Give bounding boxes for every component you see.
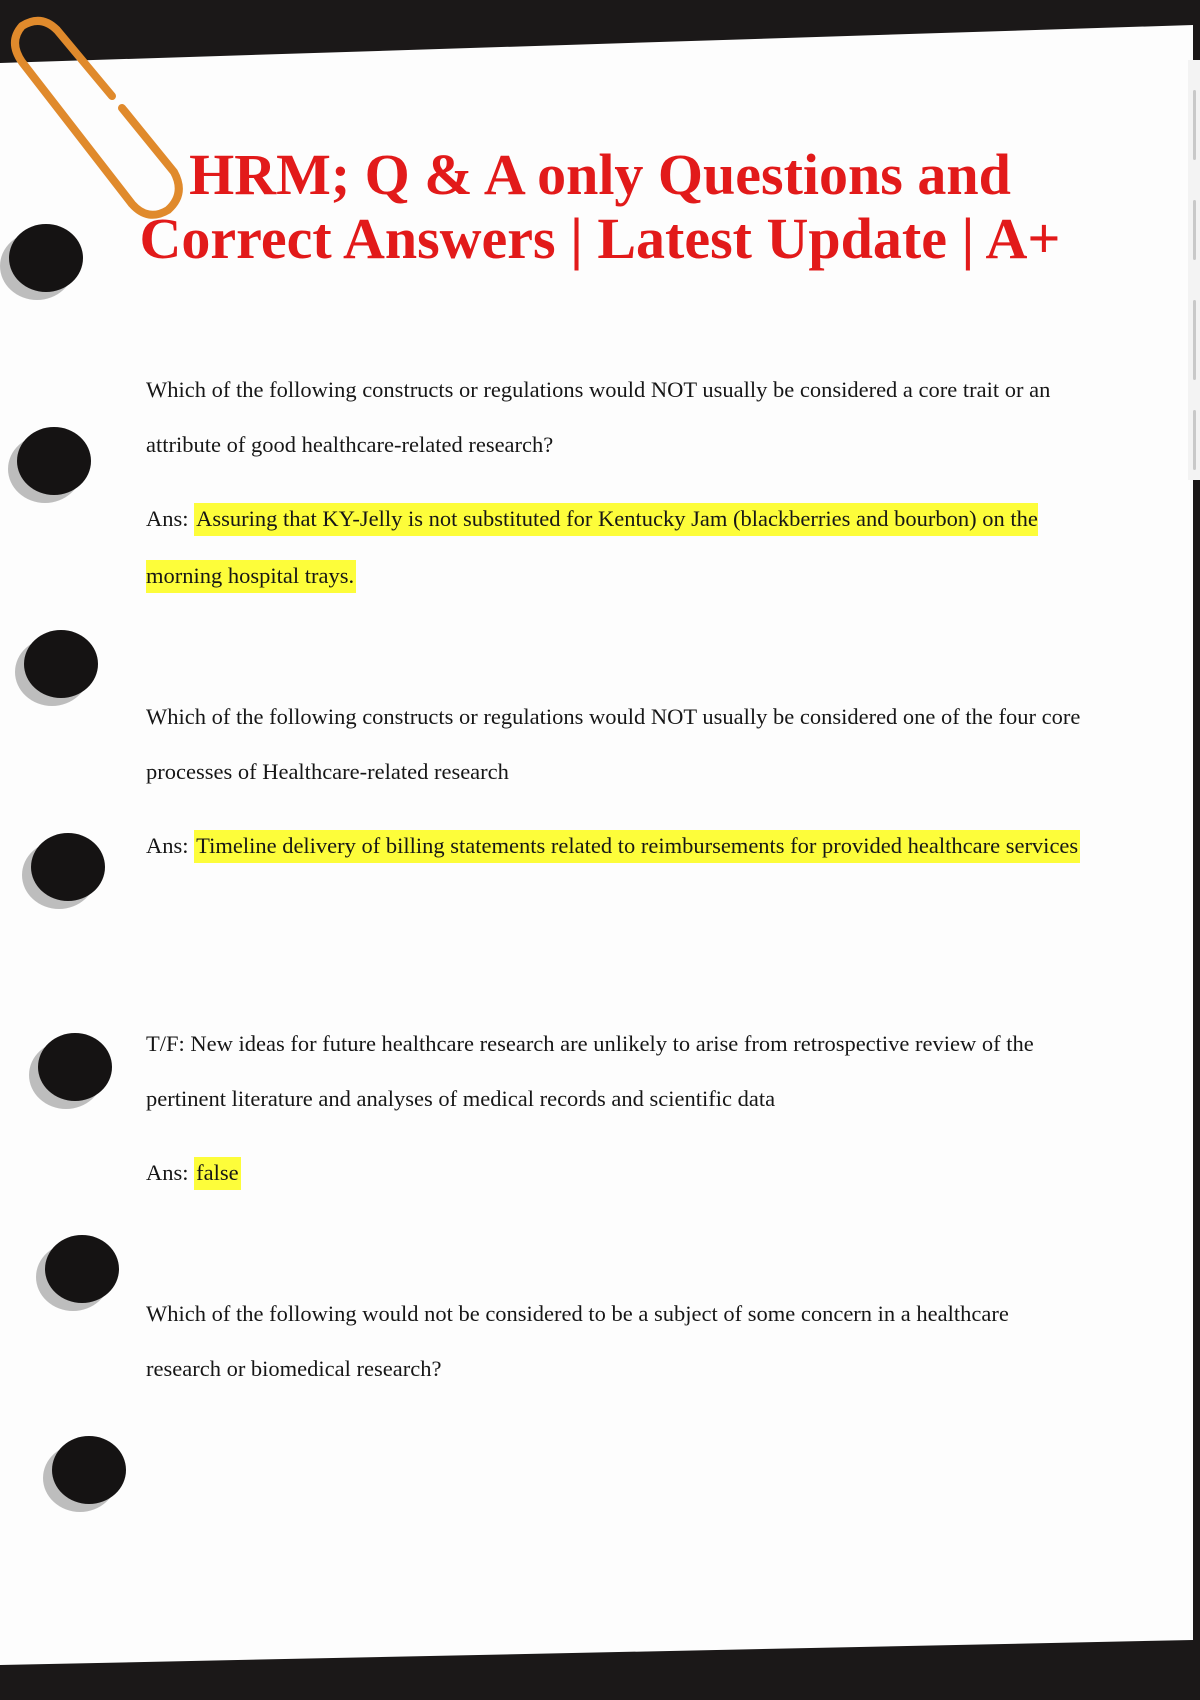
qa-item bbox=[146, 1286, 1086, 1396]
answer-label: Ans: bbox=[146, 1160, 189, 1185]
question-text: T/F: New ideas for future healthcare research are unlikely to arise from retrospective review of the pertinent literature and analyses of medical records and scientific data bbox=[146, 1031, 1034, 1111]
binder-hole bbox=[17, 427, 91, 495]
answer-line bbox=[146, 817, 1086, 874]
document-title bbox=[120, 143, 1080, 271]
side-mark bbox=[1193, 300, 1196, 380]
side-mark bbox=[1193, 410, 1196, 470]
answer-label: Ans: bbox=[146, 506, 189, 531]
side-margin-strip bbox=[1188, 60, 1200, 480]
qa-item bbox=[146, 1016, 1086, 1201]
qa-item bbox=[146, 362, 1086, 604]
question-text: Which of the following constructs or regulations would NOT usually be considered a core trait or an attribute of good healthcare-related research? bbox=[146, 377, 1051, 457]
binder-hole bbox=[52, 1436, 126, 1504]
answer-label: Ans: bbox=[146, 833, 189, 858]
title-line-2: Correct Answers | Latest Update | A+ bbox=[139, 206, 1061, 271]
side-mark bbox=[1193, 90, 1196, 160]
answer-highlight: false bbox=[194, 1157, 240, 1190]
side-mark bbox=[1193, 200, 1196, 260]
question-text: Which of the following constructs or regulations would NOT usually be considered one of the four core processes of Healthcare-related research bbox=[146, 704, 1081, 784]
binder-hole bbox=[45, 1235, 119, 1303]
qa-item bbox=[146, 689, 1086, 874]
question-text: Which of the following would not be considered to be a subject of some concern in a healthcare research or biomedical research? bbox=[146, 1301, 1009, 1381]
answer-highlight: Timeline delivery of billing statements related to reimbursements for provided healthcare services bbox=[194, 830, 1080, 863]
answer-highlight: Assuring that KY-Jelly is not substituted for Kentucky Jam (blackberries and bourbon) on the morning hospital trays. bbox=[146, 503, 1038, 593]
title-line-1: HRM; Q & A only Questions and bbox=[189, 142, 1011, 207]
binder-hole bbox=[24, 630, 98, 698]
binder-hole bbox=[31, 833, 105, 901]
answer-line bbox=[146, 1144, 1086, 1201]
answer-line bbox=[146, 490, 1086, 604]
binder-hole bbox=[38, 1033, 112, 1101]
